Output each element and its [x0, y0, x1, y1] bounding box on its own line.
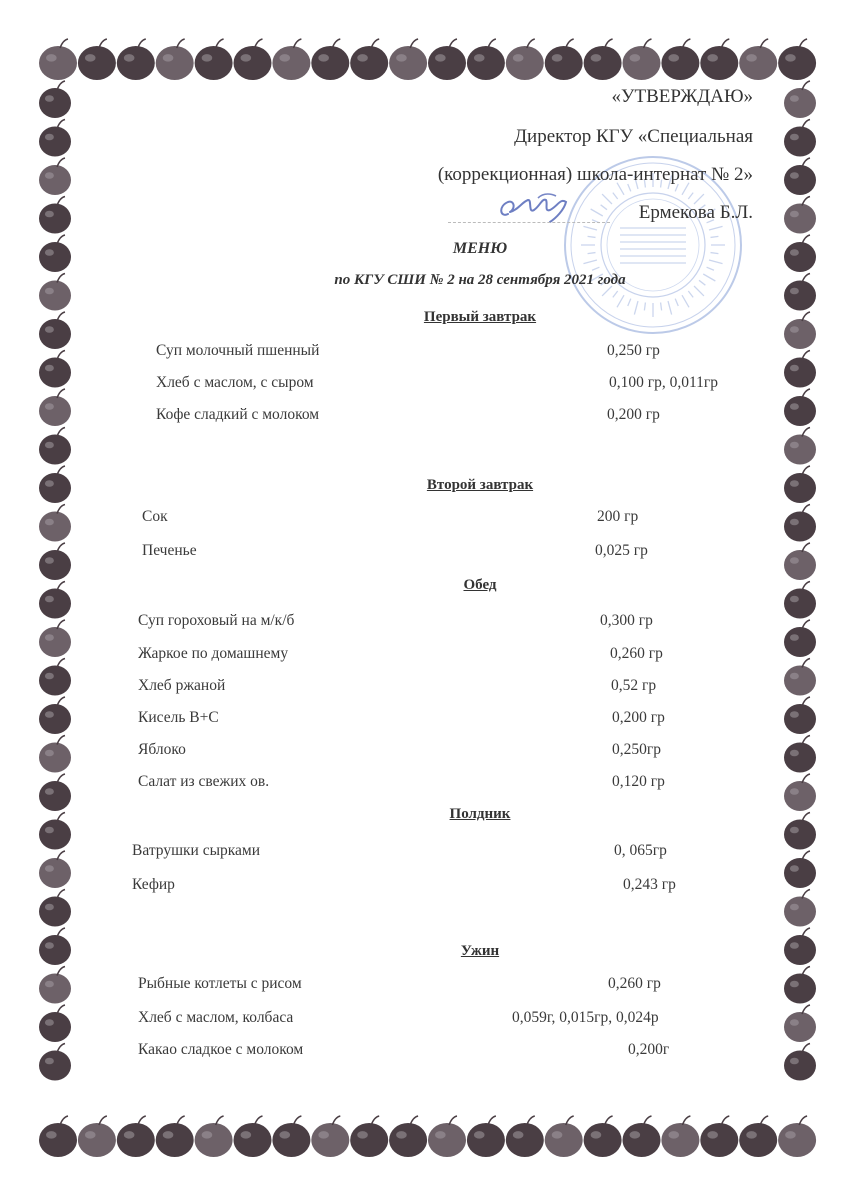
dish-name: Какао сладкое с молоком: [138, 1041, 304, 1058]
plum-ornament: [784, 389, 816, 426]
dish-quantity: 200 гр: [597, 508, 639, 525]
dish-name: Хлеб ржаной: [138, 677, 226, 694]
plum-ornament: [39, 120, 71, 157]
dish-quantity: 0,100 гр, 0,011гр: [609, 374, 719, 391]
plum-ornament: [784, 736, 816, 773]
dish-quantity: 0,52 гр: [611, 677, 657, 694]
plum-ornament: [39, 890, 71, 927]
plum-ornament: [39, 1005, 71, 1042]
plum-ornament: [272, 39, 310, 80]
plum-ornament: [39, 543, 71, 580]
plum-ornament: [195, 39, 233, 80]
menu-subtitle: по КГУ СШИ № 2 на 28 сентября 2021 года: [334, 272, 626, 288]
approval-school: (коррекционная) школа-интернат № 2»: [437, 164, 753, 185]
plum-ornament: [311, 39, 349, 80]
plum-ornament: [311, 1116, 349, 1157]
plum-ornament: [784, 351, 816, 388]
plum-ornament: [39, 505, 71, 542]
dish-quantity: 0,200 гр: [607, 406, 660, 423]
approval-name: Ермекова Б.Л.: [638, 202, 753, 223]
plum-ornament: [784, 505, 816, 542]
section-title: Первый завтрак: [423, 309, 537, 325]
dish-name: Салат из свежих ов.: [138, 773, 270, 790]
plum-ornament: [39, 158, 71, 195]
dish-name: Жаркое по домашнему: [138, 645, 289, 662]
plum-ornament: [117, 39, 155, 80]
plum-ornament: [39, 659, 71, 696]
dish-name: Яблоко: [138, 741, 186, 758]
plum-ornament: [784, 158, 816, 195]
plum-ornament: [234, 1116, 272, 1157]
section-title: Второй завтрак: [426, 477, 534, 493]
dish-quantity: 0,120 гр: [612, 773, 665, 790]
plum-ornament: [39, 697, 71, 734]
plum-ornament: [39, 736, 71, 773]
plum-ornament: [78, 1116, 116, 1157]
dish-name: Суп молочный пшенный: [156, 342, 320, 359]
dish-name: Хлеб с маслом, колбаса: [138, 1009, 294, 1026]
plum-ornament: [428, 39, 466, 80]
dish-name: Суп гороховый на м/к/б: [138, 612, 295, 629]
dish-quantity: 0,200 гр: [612, 709, 665, 726]
plum-ornament: [778, 1116, 816, 1157]
dish-quantity: 0,200г: [628, 1041, 670, 1058]
plum-ornament: [584, 1116, 622, 1157]
section-title: Ужин: [460, 943, 500, 959]
menu-heading: МЕНЮ: [452, 240, 508, 257]
plum-ornament: [389, 1116, 427, 1157]
dish-name: Кисель В+С: [138, 709, 219, 726]
plum-ornament: [584, 39, 622, 80]
dish-quantity: 0,243 гр: [623, 876, 676, 893]
plum-ornament: [739, 39, 777, 80]
plum-ornament: [39, 81, 71, 118]
dish-name: Рыбные котлеты с рисом: [138, 975, 302, 992]
plum-ornament: [784, 851, 816, 888]
dish-name: Печенье: [142, 542, 197, 559]
plum-ornament: [506, 1116, 544, 1157]
plum-ornament: [272, 1116, 310, 1157]
plum-ornament: [428, 1116, 466, 1157]
plum-ornament: [545, 1116, 583, 1157]
approval-position: Директор КГУ «Специальная: [514, 126, 753, 147]
plum-ornament: [39, 1044, 71, 1081]
section-title: Полдник: [449, 806, 511, 822]
plum-ornament: [700, 39, 738, 80]
plum-ornament: [350, 1116, 388, 1157]
plum-ornament: [156, 39, 194, 80]
dish-quantity: 0,250гр: [612, 741, 661, 758]
dish-quantity: 0, 065гр: [614, 842, 667, 859]
plum-ornament: [39, 39, 77, 80]
plum-ornament: [784, 1044, 816, 1081]
plum-ornament: [39, 351, 71, 388]
plum-ornament: [784, 197, 816, 234]
dish-name: Сок: [142, 508, 168, 525]
approval-approve: «УТВЕРЖДАЮ»: [611, 86, 753, 107]
plum-ornament: [39, 428, 71, 465]
plum-ornament: [39, 851, 71, 888]
dish-quantity: 0,260 гр: [610, 645, 663, 662]
plum-ornament: [117, 1116, 155, 1157]
plum-ornament: [39, 967, 71, 1004]
plum-ornament: [661, 1116, 699, 1157]
plum-ornament: [661, 39, 699, 80]
plum-ornament: [506, 39, 544, 80]
plum-ornament: [234, 39, 272, 80]
dish-quantity: 0,059г, 0,015гр, 0,024р: [512, 1009, 659, 1026]
plum-ornament: [467, 39, 505, 80]
plum-ornament: [156, 1116, 194, 1157]
signature-line: [448, 222, 610, 223]
dish-name: Ватрушки сырками: [132, 842, 261, 859]
plum-ornament: [700, 1116, 738, 1157]
plum-ornament: [784, 890, 816, 927]
plum-ornament: [39, 620, 71, 657]
plum-ornament: [623, 1116, 661, 1157]
plum-ornament: [784, 120, 816, 157]
plum-ornament: [784, 543, 816, 580]
plum-ornament: [784, 697, 816, 734]
plum-ornament: [784, 428, 816, 465]
section-title: Обед: [463, 577, 497, 593]
plum-ornament: [784, 967, 816, 1004]
plum-ornament: [784, 81, 816, 118]
plum-ornament: [389, 39, 427, 80]
plum-ornament: [78, 39, 116, 80]
plum-ornament: [350, 39, 388, 80]
dish-quantity: 0,260 гр: [608, 975, 661, 992]
dish-name: Кофе сладкий с молоком: [156, 406, 320, 423]
plum-ornament: [39, 1116, 77, 1157]
dish-name: Кефир: [132, 876, 175, 893]
plum-ornament: [784, 659, 816, 696]
plum-ornament: [784, 620, 816, 657]
plum-ornament: [739, 1116, 777, 1157]
plum-ornament: [778, 39, 816, 80]
plum-ornament: [467, 1116, 505, 1157]
dish-quantity: 0,250 гр: [607, 342, 660, 359]
plum-ornament: [545, 39, 583, 80]
dish-name: Хлеб с маслом, с сыром: [156, 374, 314, 391]
dish-quantity: 0,300 гр: [600, 612, 653, 629]
plum-ornament: [623, 39, 661, 80]
plum-ornament: [195, 1116, 233, 1157]
plum-ornament: [784, 1005, 816, 1042]
dish-quantity: 0,025 гр: [595, 542, 648, 559]
plum-ornament: [39, 389, 71, 426]
plum-ornament: [39, 197, 71, 234]
